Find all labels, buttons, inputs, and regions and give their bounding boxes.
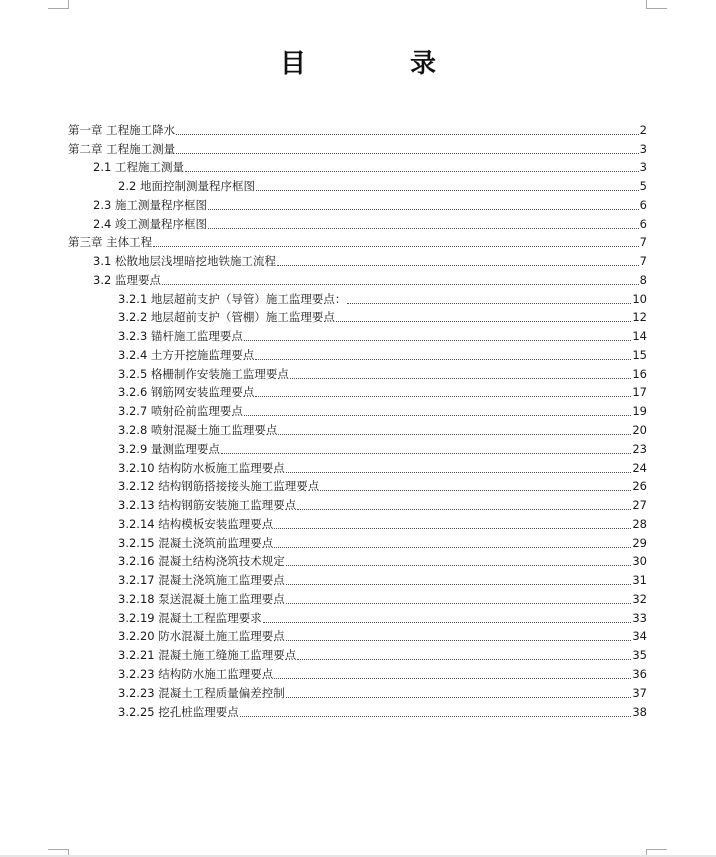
toc-entry[interactable]: [68, 232, 647, 251]
toc-entry-title: 3.2.19 混凝土工程监理要求: [118, 610, 262, 625]
toc-entry-title: 3.2.20 防水混凝土施工监理要点: [118, 629, 285, 644]
toc-dot-leader: [176, 134, 639, 135]
toc-entry-title: 3.2.21 混凝土施工缝施工监理要点: [118, 648, 297, 663]
toc-entry[interactable]: [68, 157, 647, 176]
toc-entry[interactable]: [68, 532, 647, 551]
page-title: [0, 46, 716, 82]
toc-entry-page-number: 14: [632, 329, 647, 344]
toc-entry-title: 3.2.23 混凝土工程质量偏差控制: [118, 685, 285, 700]
toc-entry-title: 第二章 工程施工测量: [68, 141, 176, 156]
toc-entry[interactable]: [68, 138, 647, 157]
toc-entry[interactable]: [68, 213, 647, 232]
toc-entry-page-number: 37: [632, 685, 647, 700]
toc-entry-title: 3.2.23 结构防水施工监理要点: [118, 666, 274, 681]
toc-entry-title: 3.2.4 土方开挖施监理要点: [118, 347, 255, 362]
toc-entry-title: 3.2.7 喷射砼前监理要点: [118, 404, 243, 419]
toc-entry[interactable]: [68, 569, 647, 588]
toc-entry-page-number: 24: [632, 460, 647, 475]
toc-entry[interactable]: [68, 344, 647, 363]
toc-dot-leader: [256, 190, 639, 191]
toc-entry-title: 3.2.2 地层超前支护（管棚）施工监理要点: [118, 310, 335, 325]
toc-dot-leader: [286, 584, 632, 585]
toc-dot-leader: [162, 284, 639, 285]
toc-dot-leader: [185, 171, 639, 172]
toc-entry-page-number: 2: [639, 122, 647, 137]
toc-entry-title: 第三章 主体工程: [68, 235, 153, 250]
toc-entry[interactable]: [68, 476, 647, 495]
toc-entry-title: 3.2.1 地层超前支护（导管）施工监理要点：: [118, 291, 347, 306]
page-title-char-2: 录: [410, 49, 437, 79]
toc-dot-leader: [255, 359, 631, 360]
toc-entry-title: 3.2.5 格栅制作安装施工监理要点: [118, 366, 289, 381]
toc-entry-page-number: 32: [632, 591, 647, 606]
toc-entry[interactable]: [68, 382, 647, 401]
toc-entry-page-number: 19: [632, 404, 647, 419]
toc-dot-leader: [176, 153, 639, 154]
toc-entry-page-number: 15: [632, 347, 647, 362]
toc-dot-leader: [274, 678, 631, 679]
toc-entry-title: 3.2.16 混凝土结构浇筑技术规定: [118, 554, 285, 569]
toc-entry-title: 3.2.6 钢筋网安装监理要点: [118, 385, 255, 400]
toc-entry-page-number: 6: [639, 197, 647, 212]
toc-entry-title: 3.2.15 混凝土浇筑前监理要点: [118, 535, 274, 550]
toc-dot-leader: [278, 434, 631, 435]
toc-entry-title: 3.2.3 锚杆施工监理要点: [118, 329, 243, 344]
toc-dot-leader: [286, 565, 632, 566]
toc-entry-title: 3.2.13 结构钢筋安装施工监理要点: [118, 498, 297, 513]
toc-entry-page-number: 5: [639, 179, 647, 194]
toc-entry-title: 2.1 工程施工测量: [93, 160, 184, 175]
toc-entry-page-number: 3: [639, 141, 647, 156]
toc-entry-page-number: 6: [639, 216, 647, 231]
toc-dot-leader: [336, 321, 631, 322]
toc-dot-leader: [274, 528, 631, 529]
toc-dot-leader: [290, 378, 631, 379]
page-title-char-1: 目: [280, 49, 307, 79]
toc-entry[interactable]: [68, 119, 647, 138]
page-corner-mark-top-left: [48, 0, 69, 9]
toc-dot-leader: [297, 509, 631, 510]
toc-entry-title: 3.2.12 结构钢筋搭接接头施工监理要点: [118, 479, 320, 494]
toc-entry-title: 3.2.8 喷射混凝土施工监理要点: [118, 423, 278, 438]
toc-entry[interactable]: [68, 701, 647, 720]
toc-entry[interactable]: [68, 551, 647, 570]
toc-entry[interactable]: [68, 307, 647, 326]
toc-entry-title: 3.2.14 结构模板安装监理要点: [118, 516, 274, 531]
toc-entry-title: 2.3 施工测量程序框图: [93, 197, 207, 212]
toc-entry-page-number: 7: [639, 254, 647, 269]
toc-entry[interactable]: [68, 438, 647, 457]
toc-entry-page-number: 36: [632, 666, 647, 681]
toc-dot-leader: [221, 453, 631, 454]
toc-entry-page-number: 30: [632, 554, 647, 569]
toc-entry-page-number: 17: [632, 385, 647, 400]
toc-entry[interactable]: [68, 457, 647, 476]
toc-entry-title: 3.2.25 挖孔桩监理要点: [118, 704, 239, 719]
toc-entry-page-number: 33: [632, 610, 647, 625]
toc-entry-title: 3.2 监理要点: [93, 272, 161, 287]
toc-entry[interactable]: [68, 269, 647, 288]
toc-entry-page-number: 20: [632, 423, 647, 438]
toc-dot-leader: [240, 716, 632, 717]
toc-entry-page-number: 12: [632, 310, 647, 325]
toc-entry-title: 3.2.10 结构防水板施工监理要点: [118, 460, 285, 475]
toc-entry-page-number: 10: [632, 291, 647, 306]
toc-entry[interactable]: [68, 682, 647, 701]
toc-entry[interactable]: [68, 363, 647, 382]
toc-dot-leader: [208, 228, 639, 229]
table-of-contents: [68, 119, 647, 720]
toc-entry[interactable]: [68, 175, 647, 194]
toc-dot-leader: [286, 640, 632, 641]
toc-dot-leader: [286, 697, 632, 698]
toc-dot-leader: [244, 340, 631, 341]
toc-entry[interactable]: [68, 250, 647, 269]
toc-entry-page-number: 26: [632, 479, 647, 494]
toc-entry-page-number: 35: [632, 648, 647, 663]
toc-entry[interactable]: [68, 588, 647, 607]
toc-dot-leader: [277, 265, 639, 266]
toc-dot-leader: [263, 622, 632, 623]
toc-entry[interactable]: [68, 400, 647, 419]
toc-entry[interactable]: [68, 607, 647, 626]
toc-entry-page-number: 29: [632, 535, 647, 550]
toc-entry-title: 3.2.9 量测监理要点: [118, 441, 220, 456]
toc-entry[interactable]: [68, 513, 647, 532]
toc-entry-title: 2.2 地面控制测量程序框图: [118, 179, 255, 194]
toc-entry-title: 2.4 竣工测量程序框图: [93, 216, 207, 231]
toc-dot-leader: [320, 490, 631, 491]
toc-dot-leader: [297, 659, 631, 660]
toc-entry[interactable]: [68, 644, 647, 663]
toc-dot-leader: [347, 303, 631, 304]
toc-dot-leader: [286, 603, 632, 604]
toc-entry-title: 第一章 工程施工降水: [68, 122, 176, 137]
toc-entry-page-number: 7: [639, 235, 647, 250]
toc-entry-page-number: 23: [632, 441, 647, 456]
toc-entry-page-number: 34: [632, 629, 647, 644]
toc-entry[interactable]: [68, 325, 647, 344]
toc-dot-leader: [244, 415, 631, 416]
toc-dot-leader: [153, 246, 639, 247]
toc-entry-title: 3.1 松散地层浅埋暗挖地铁施工流程: [93, 254, 276, 269]
toc-entry-page-number: 27: [632, 498, 647, 513]
toc-entry[interactable]: [68, 419, 647, 438]
toc-dot-leader: [255, 396, 631, 397]
toc-entry-title: 3.2.17 混凝土浇筑施工监理要点: [118, 573, 285, 588]
toc-entry-page-number: 31: [632, 573, 647, 588]
toc-entry[interactable]: [68, 494, 647, 513]
toc-dot-leader: [208, 209, 639, 210]
toc-entry-page-number: 38: [632, 704, 647, 719]
toc-entry[interactable]: [68, 194, 647, 213]
toc-dot-leader: [286, 472, 632, 473]
toc-entry-page-number: 28: [632, 516, 647, 531]
toc-entry-page-number: 3: [639, 160, 647, 175]
page-corner-mark-top-right: [646, 0, 667, 9]
toc-entry[interactable]: [68, 626, 647, 645]
toc-dot-leader: [274, 547, 631, 548]
toc-entry[interactable]: [68, 288, 647, 307]
toc-entry[interactable]: [68, 663, 647, 682]
toc-entry-page-number: 16: [632, 366, 647, 381]
toc-entry-page-number: 8: [639, 272, 647, 287]
toc-entry-title: 3.2.18 泵送混凝土施工监理要点: [118, 591, 285, 606]
